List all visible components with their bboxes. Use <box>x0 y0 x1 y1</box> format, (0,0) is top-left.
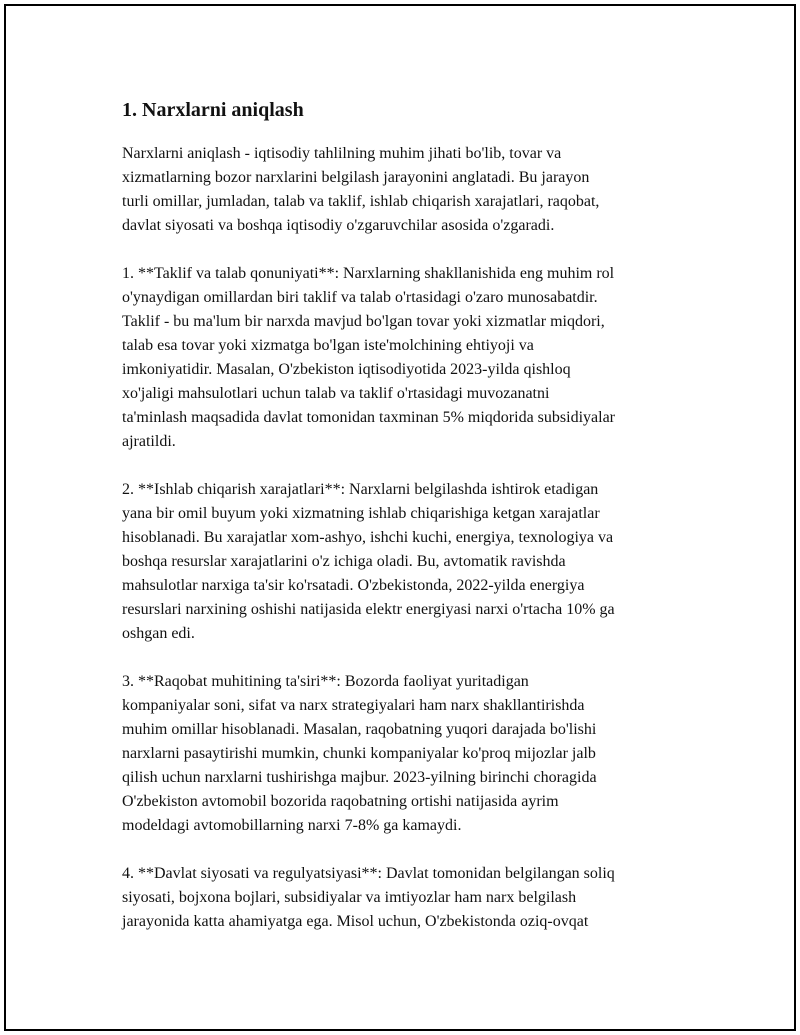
text-line: resurslari narxining oshishi natijasida elektr energiyasi narxi o'rtacha 10% ga <box>122 601 615 618</box>
section-heading: 1. Narxlarni aniqlash <box>122 99 304 121</box>
text-line: xo'jaligi mahsulotlari uchun talab va taklif o'rtasidagi muvozanatni <box>122 385 550 402</box>
document-body <box>122 98 702 958</box>
paragraph-state-policy <box>122 862 702 934</box>
text-line: 1. **Taklif va talab qonuniyati**: Narxlarning shakllanishida eng muhim rol <box>122 265 615 282</box>
text-line: kompaniyalar soni, sifat va narx strategiyalari ham narx shakllantirishda <box>122 697 585 714</box>
text-line: talab esa tovar yoki xizmatga bo'lgan iste'molchining ehtiyoji va <box>122 337 534 354</box>
page-frame <box>4 4 796 1031</box>
text-line: boshqa resurslar xarajatlarini o'z ichiga oladi. Bu, avtomatik ravishda <box>122 553 566 570</box>
text-line: qilish uchun narxlarni tushirishga majbur. 2023-yilning birinchi choragida <box>122 769 597 786</box>
text-line: modeldagi avtomobillarning narxi 7-8% ga kamaydi. <box>122 817 462 834</box>
text-line: 2. **Ishlab chiqarish xarajatlari**: Narxlarni belgilashda ishtirok etadigan <box>122 481 599 498</box>
text-line: yana bir omil buyum yoki xizmatning ishlab chiqarishiga ketgan xarajatlar <box>122 505 600 522</box>
text-line: davlat siyosati va boshqa iqtisodiy o'zgaruvchilar asosida o'zgaradi. <box>122 217 555 234</box>
text-line: 4. **Davlat siyosati va regulyatsiyasi**: Davlat tomonidan belgilangan soliq <box>122 865 615 882</box>
text-line: xizmatlarning bozor narxlarini belgilash jarayonini anglatadi. Bu jarayon <box>122 169 590 186</box>
text-line: ajratildi. <box>122 433 176 450</box>
text-line: Narxlarni aniqlash - iqtisodiy tahlilning muhim jihati bo'lib, tovar va <box>122 145 562 162</box>
paragraph-supply-demand <box>122 262 702 454</box>
text-line: ta'minlash maqsadida davlat tomonidan taxminan 5% miqdorida subsidiyalar <box>122 409 615 426</box>
text-line: O'zbekiston avtomobil bozorida raqobatning ortishi natijasida ayrim <box>122 793 559 810</box>
text-line: muhim omillar hisoblanadi. Masalan, raqobatning yuqori darajada bo'lishi <box>122 721 597 738</box>
text-line: hisoblanadi. Bu xarajatlar xom-ashyo, ishchi kuchi, energiya, texnologiya va <box>122 529 614 546</box>
paragraph-production-costs <box>122 478 702 646</box>
paragraph-intro <box>122 142 702 238</box>
text-line: turli omillar, jumladan, talab va taklif, ishlab chiqarish xarajatlari, raqobat, <box>122 193 600 210</box>
text-line: oshgan edi. <box>122 625 195 642</box>
text-line: o'ynaydigan omillardan biri taklif va talab o'rtasidagi o'zaro munosabatdir. <box>122 289 598 306</box>
text-line: jarayonida katta ahamiyatga ega. Misol uchun, O'zbekistonda oziq-ovqat <box>122 913 589 930</box>
text-line: siyosati, bojxona bojlari, subsidiyalar va imtiyozlar ham narx belgilash <box>122 889 577 906</box>
paragraph-competition <box>122 670 702 838</box>
text-line: 3. **Raqobat muhitining ta'siri**: Bozorda faoliyat yuritadigan <box>122 673 529 690</box>
text-line: imkoniyatidir. Masalan, O'zbekiston iqtisodiyotida 2023-yilda qishloq <box>122 361 571 378</box>
text-line: mahsulotlar narxiga ta'sir ko'rsatadi. O'zbekistonda, 2022-yilda energiya <box>122 577 585 594</box>
text-line: Taklif - bu ma'lum bir narxda mavjud bo'lgan tovar yoki xizmatlar miqdori, <box>122 313 605 330</box>
text-line: narxlarni pasaytirishi mumkin, chunki kompaniyalar ko'proq mijozlar jalb <box>122 745 596 762</box>
